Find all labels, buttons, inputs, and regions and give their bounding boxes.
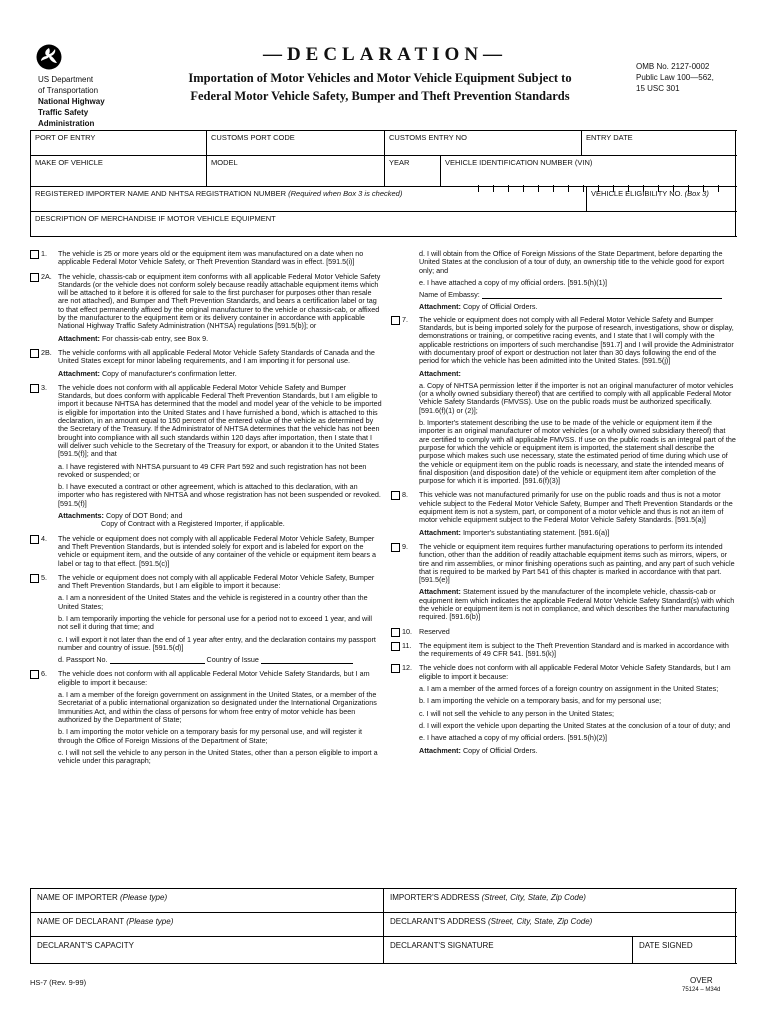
registered-importer-field[interactable]: REGISTERED IMPORTER NAME AND NHTSA REGISTRATION NUMBER (Required when Box 3 is checked)	[31, 187, 587, 211]
checkbox-9[interactable]	[391, 543, 400, 552]
entry-date-field[interactable]: ENTRY DATE	[582, 131, 736, 155]
form-title: —DECLARATION—	[262, 44, 508, 65]
item-8: 8. This vehicle was not manufactured primarily for use on the public roads and thus is not a motor vehicle subject to the Federal Motor Vehicle Safety, Bumper and Theft Prevention Standards or the equipment item is not a system, part, or component of a motor vehicle and thus is not an item of motor vehicle equipment subject to the Federal Motor Vehicle Safety Standards. [591.5(a)] Attachment: Importer's substantiating statement. [591.6(a)]	[391, 491, 737, 536]
passport-number-input[interactable]	[110, 656, 205, 664]
vin-character-ticks	[478, 179, 733, 197]
country-of-issue-input[interactable]	[261, 656, 353, 664]
omb-number: OMB No. 2127-0002	[636, 62, 710, 71]
public-law: Public Law 100—562,	[636, 73, 714, 82]
checkbox-7[interactable]	[391, 316, 400, 325]
year-field[interactable]: YEAR	[385, 156, 441, 186]
item-10: 10. Reserved	[391, 628, 737, 636]
vehicle-eligibility-field[interactable]: VEHICLE ELIGIBILITY NO. (Box 3)	[587, 187, 736, 211]
right-column	[391, 250, 737, 761]
over-label: OVER	[690, 976, 713, 985]
print-code: 75124 – M34d	[682, 987, 721, 993]
item-1: 1. The vehicle is 25 or more years old or the equipment item was manufactured on a date when no applicable Federal Motor Vehicle Safety, or Theft Prevention Standard was in effect. [591.5(i)]	[30, 250, 382, 267]
usc-reference: 15 USC 301	[636, 84, 680, 93]
checkbox-8[interactable]	[391, 491, 400, 500]
importer-name-field[interactable]: NAME OF IMPORTER (Please type)	[31, 889, 384, 912]
declarant-name-field[interactable]: NAME OF DECLARANT (Please type)	[31, 913, 384, 936]
checkbox-5[interactable]	[30, 574, 39, 583]
checkbox-6[interactable]	[30, 670, 39, 679]
agency-line: Administration	[38, 119, 95, 128]
make-of-vehicle-field[interactable]: MAKE OF VEHICLE	[31, 156, 207, 186]
item-6-continued: d. I will obtain from the Office of Foreign Missions of the State Department, before departing the United States at the conclusion of a tour of duty, an ownership title to the vehicle good for export only; and e. I have attached a copy of my official orders. [591.5(h)(1)] Name of Embassy: Attachment: Copy of Official Orders.	[419, 249, 725, 312]
item-7: 7. The vehicle or equipment does not comply with all Federal Motor Vehicle Safety and Bumper Standards, but is being imported solely for the purpose of research, investigations, show or display, demonstrations or training, or competitive racing events, and I state that I will comply with the applicable restrictions on importers of such merchandise [591.7] and I will provide the Administrator with documentary proof of export or destruction not later than 30 days following the end of the period for which the vehicle has been admitted into the United States. [591.5(j)] Attachment: a. Copy of NHTSA permission letter if the importer is not an original manufacturer of motor vehicles (or a wholly owned subsidiary thereof) that are certified to comply with all applicable Federal Motor Vehicle Safety Standards (FMVSS). Use on the public roads must be authorized specifically. [591.6(f)(1) or (2)]; b. Importer's statement describing the use to be made of the vehicle or equipment item if the importer is an original manufacturer of motor vehicles (or a wholly owned subsidiary thereof) that are certified to comply with all applicable FMVSS. If use on the public roads is an integral part of the purpose for which the vehicle or equipment item is imported, the statement shall describe the purpose which makes such use necessary, state the estimated period of time during which use of the vehicle or equipment item on the public roads is necessary, and state the intended means of final disposition (and disposition date) of the vehicle or equipment item after completion of the purpose for which it is imported. [591.6(f)(3)]	[391, 316, 737, 486]
item-6: 6. The vehicle does not conform with all applicable Federal Motor Vehicle Safety Standards, but I am eligible to import it because: a. I am a member of the foreign government on assignment in the United States, or a member of the Secretariat of a public international organization so designated under the International Organizations Immunities Act, and within the class of persons for whom free entry of motor vehicle has been authorized by the Department of State; b. I am importing the motor vehicle on a temporary basis for my personal use, and will register it through the Office of Foreign Missions of the Department of State; c. I will not sell the vehicle to any person in the United States, other than a person eligible to import a vehicle under this paragraph;	[30, 670, 382, 765]
importer-address-field[interactable]: IMPORTER'S ADDRESS (Street, City, State, Zip Code)	[384, 889, 736, 912]
declarant-capacity-field[interactable]: DECLARANT'S CAPACITY	[31, 937, 384, 963]
declarant-signature-field[interactable]: DECLARANT'S SIGNATURE	[384, 937, 633, 963]
checkbox-2b[interactable]	[30, 349, 39, 358]
signature-fields-grid	[30, 888, 737, 964]
customs-port-code-field[interactable]: CUSTOMS PORT CODE	[207, 131, 385, 155]
omb-info	[636, 61, 714, 94]
checkbox-1[interactable]	[30, 250, 39, 259]
item-4: 4. The vehicle or equipment does not comply with all applicable Federal Motor Vehicle Safety, Bumper and Theft Prevention Standards, but is intended solely for export and is labeled for export on the vehicle or equipment item, and the outside of any container of the vehicle or equipment item bears a label or tag to that effect. [591.5(c)]	[30, 535, 382, 568]
dot-logo-icon	[36, 44, 62, 70]
item-5: 5. The vehicle or equipment does not comply with all applicable Federal Motor Vehicle Safety, Bumper and Theft Prevention Standards, but I am eligible to import it because: a. I am a nonresident of the United States and the vehicle is registered in a country other than the United States; b. I am temporarily importing the vehicle for personal use for a period not to exceed 1 year, and will not sell it during that time; and c. I will export it not later than the end of 1 year after entry, and the declaration contains my passport number and country of issue. [591.5(d)] d. Passport No. Country of Issue	[30, 574, 382, 665]
subtitle-line: Importation of Motor Vehicles and Motor Vehicle Equipment Subject to	[188, 71, 572, 85]
agency-name	[38, 74, 105, 129]
item-9: 9. The vehicle or equipment item requires further manufacturing operations to perform its intended function, other than the addition of readily attachable equipment items such as mirrors, wipers, or tire and rim assemblies, or minor finishing operations such as painting, and any part of such vehicle that is required to be marked by Part 541 of this chapter is marked in accordance with that part. [591.5(e)] Attachment: Statement issued by the manufacturer of the incomplete vehicle, chassis-cab or equipment item which indicates the applicable Federal Motor Vehicle Safety Standard(s) with which the vehicle or equipment item is not in compliance, and which describes the further manufacturing required. [591.6(b)]	[391, 543, 737, 622]
embassy-name-input[interactable]	[482, 291, 722, 299]
declarant-address-field[interactable]: DECLARANT'S ADDRESS (Street, City, State, Zip Code)	[384, 913, 736, 936]
agency-line: of Transportation	[38, 86, 99, 95]
description-field[interactable]: DESCRIPTION OF MERCHANDISE IF MOTOR VEHICLE EQUIPMENT	[31, 212, 736, 236]
item-2b: 2B. The vehicle conforms with all applicable Federal Motor Vehicle Safety Standards of Canada and the United States except for minor labeling requirements, and I am importing it for personal use. Attachment: Copy of manufacturer's confirmation letter.	[30, 349, 382, 378]
model-field[interactable]: MODEL	[207, 156, 385, 186]
agency-line: Traffic Safety	[38, 108, 89, 117]
item-3: 3. The vehicle does not conform with all applicable Federal Motor Vehicle Safety and Bumper Standards, but does conform with applicable Federal Theft Prevention Standards, but I am eligible to import it because NHTSA has determined that the model and model year of the vehicle to be imported is eligible for importation into the United States and I have furnished a bond, which is attached to this declaration, in an amount equal to 150 percent of the entered value of the vehicle as determined by the Secretary of the Treasury. If the Administrator of NHTSA determines that the vehicle has not been brought into compliance with all such standards within 120 days after importation, then I state that I will deliver such vehicle to the Secretary of the Treasury for export, or abandon it to the United States [591.5(f)]; and that a. I have registered with NHTSA pursuant to 49 CFR Part 592 and such registration has not been revoked or suspended; or b. I have executed a contract or other agreement, which is attached to this declaration, with an importer who has registered with NHTSA and whose registration has not been suspended or revoked. [591.5(f)] Attachments: Copy of DOT Bond; and Copy of Contract with a Registered Importer, if applicable.	[30, 384, 382, 529]
port-of-entry-field[interactable]: PORT OF ENTRY	[31, 131, 207, 155]
form-number: HS-7 (Rev. 9-99)	[30, 978, 87, 987]
date-signed-field[interactable]: DATE SIGNED	[633, 937, 736, 963]
agency-line: US Department	[38, 75, 94, 84]
left-column	[30, 250, 382, 771]
agency-line: National Highway	[38, 97, 105, 106]
form-subtitle	[160, 69, 600, 105]
item-11: 11. The equipment item is subject to the Theft Prevention Standard and is marked in accordance with the requirements of 49 CFR 541. [591.5(k)]	[391, 642, 737, 659]
item-2a: 2A. The vehicle, chassis-cab or equipment item conforms with all applicable Federal Motor Vehicle Safety Standards (or the vehicle does not conform solely because readily attachable equipment items which will be attached to it before it is offered for sale to the first purchaser for purposes other than resale are not attached), and Bumper and Theft Prevention Standards, and bears a certification label or tag to that effect permanently affixed by the original manufacturer to the vehicle or chassis-cab, or affixed by the manufacturer to the equipment item or its delivery container in accordance with applicable National Highway Traffic Safety Administration (NHTSA) regulations [591.5(b)]; or Attachment: For chassis-cab entry, see Box 9.	[30, 273, 382, 343]
checkbox-3[interactable]	[30, 384, 39, 393]
checkbox-4[interactable]	[30, 535, 39, 544]
subtitle-line: Federal Motor Vehicle Safety, Bumper and Theft Prevention Standards	[190, 89, 570, 103]
item-12: 12. The vehicle does not conform with all applicable Federal Motor Vehicle Safety Standards, but I am eligible to import it because: a. I am a member of the armed forces of a foreign country on assignment in the United States; b. I am importing the vehicle on a temporary basis, and for my personal use; c. I will not sell the vehicle to any person in the United States; d. I will export the vehicle upon departing the United States at the conclusion of a tour of duty; and e. I have attached a copy of my official orders. [591.5(h)(2)] Attachment: Copy of Official Orders.	[391, 664, 737, 754]
customs-entry-no-field[interactable]: CUSTOMS ENTRY NO	[385, 131, 582, 155]
checkbox-11[interactable]	[391, 642, 400, 651]
checkbox-12[interactable]	[391, 664, 400, 673]
checkbox-10[interactable]	[391, 628, 400, 637]
checkbox-2a[interactable]	[30, 273, 39, 282]
vin-field[interactable]: VEHICLE IDENTIFICATION NUMBER (VIN)	[441, 156, 736, 186]
